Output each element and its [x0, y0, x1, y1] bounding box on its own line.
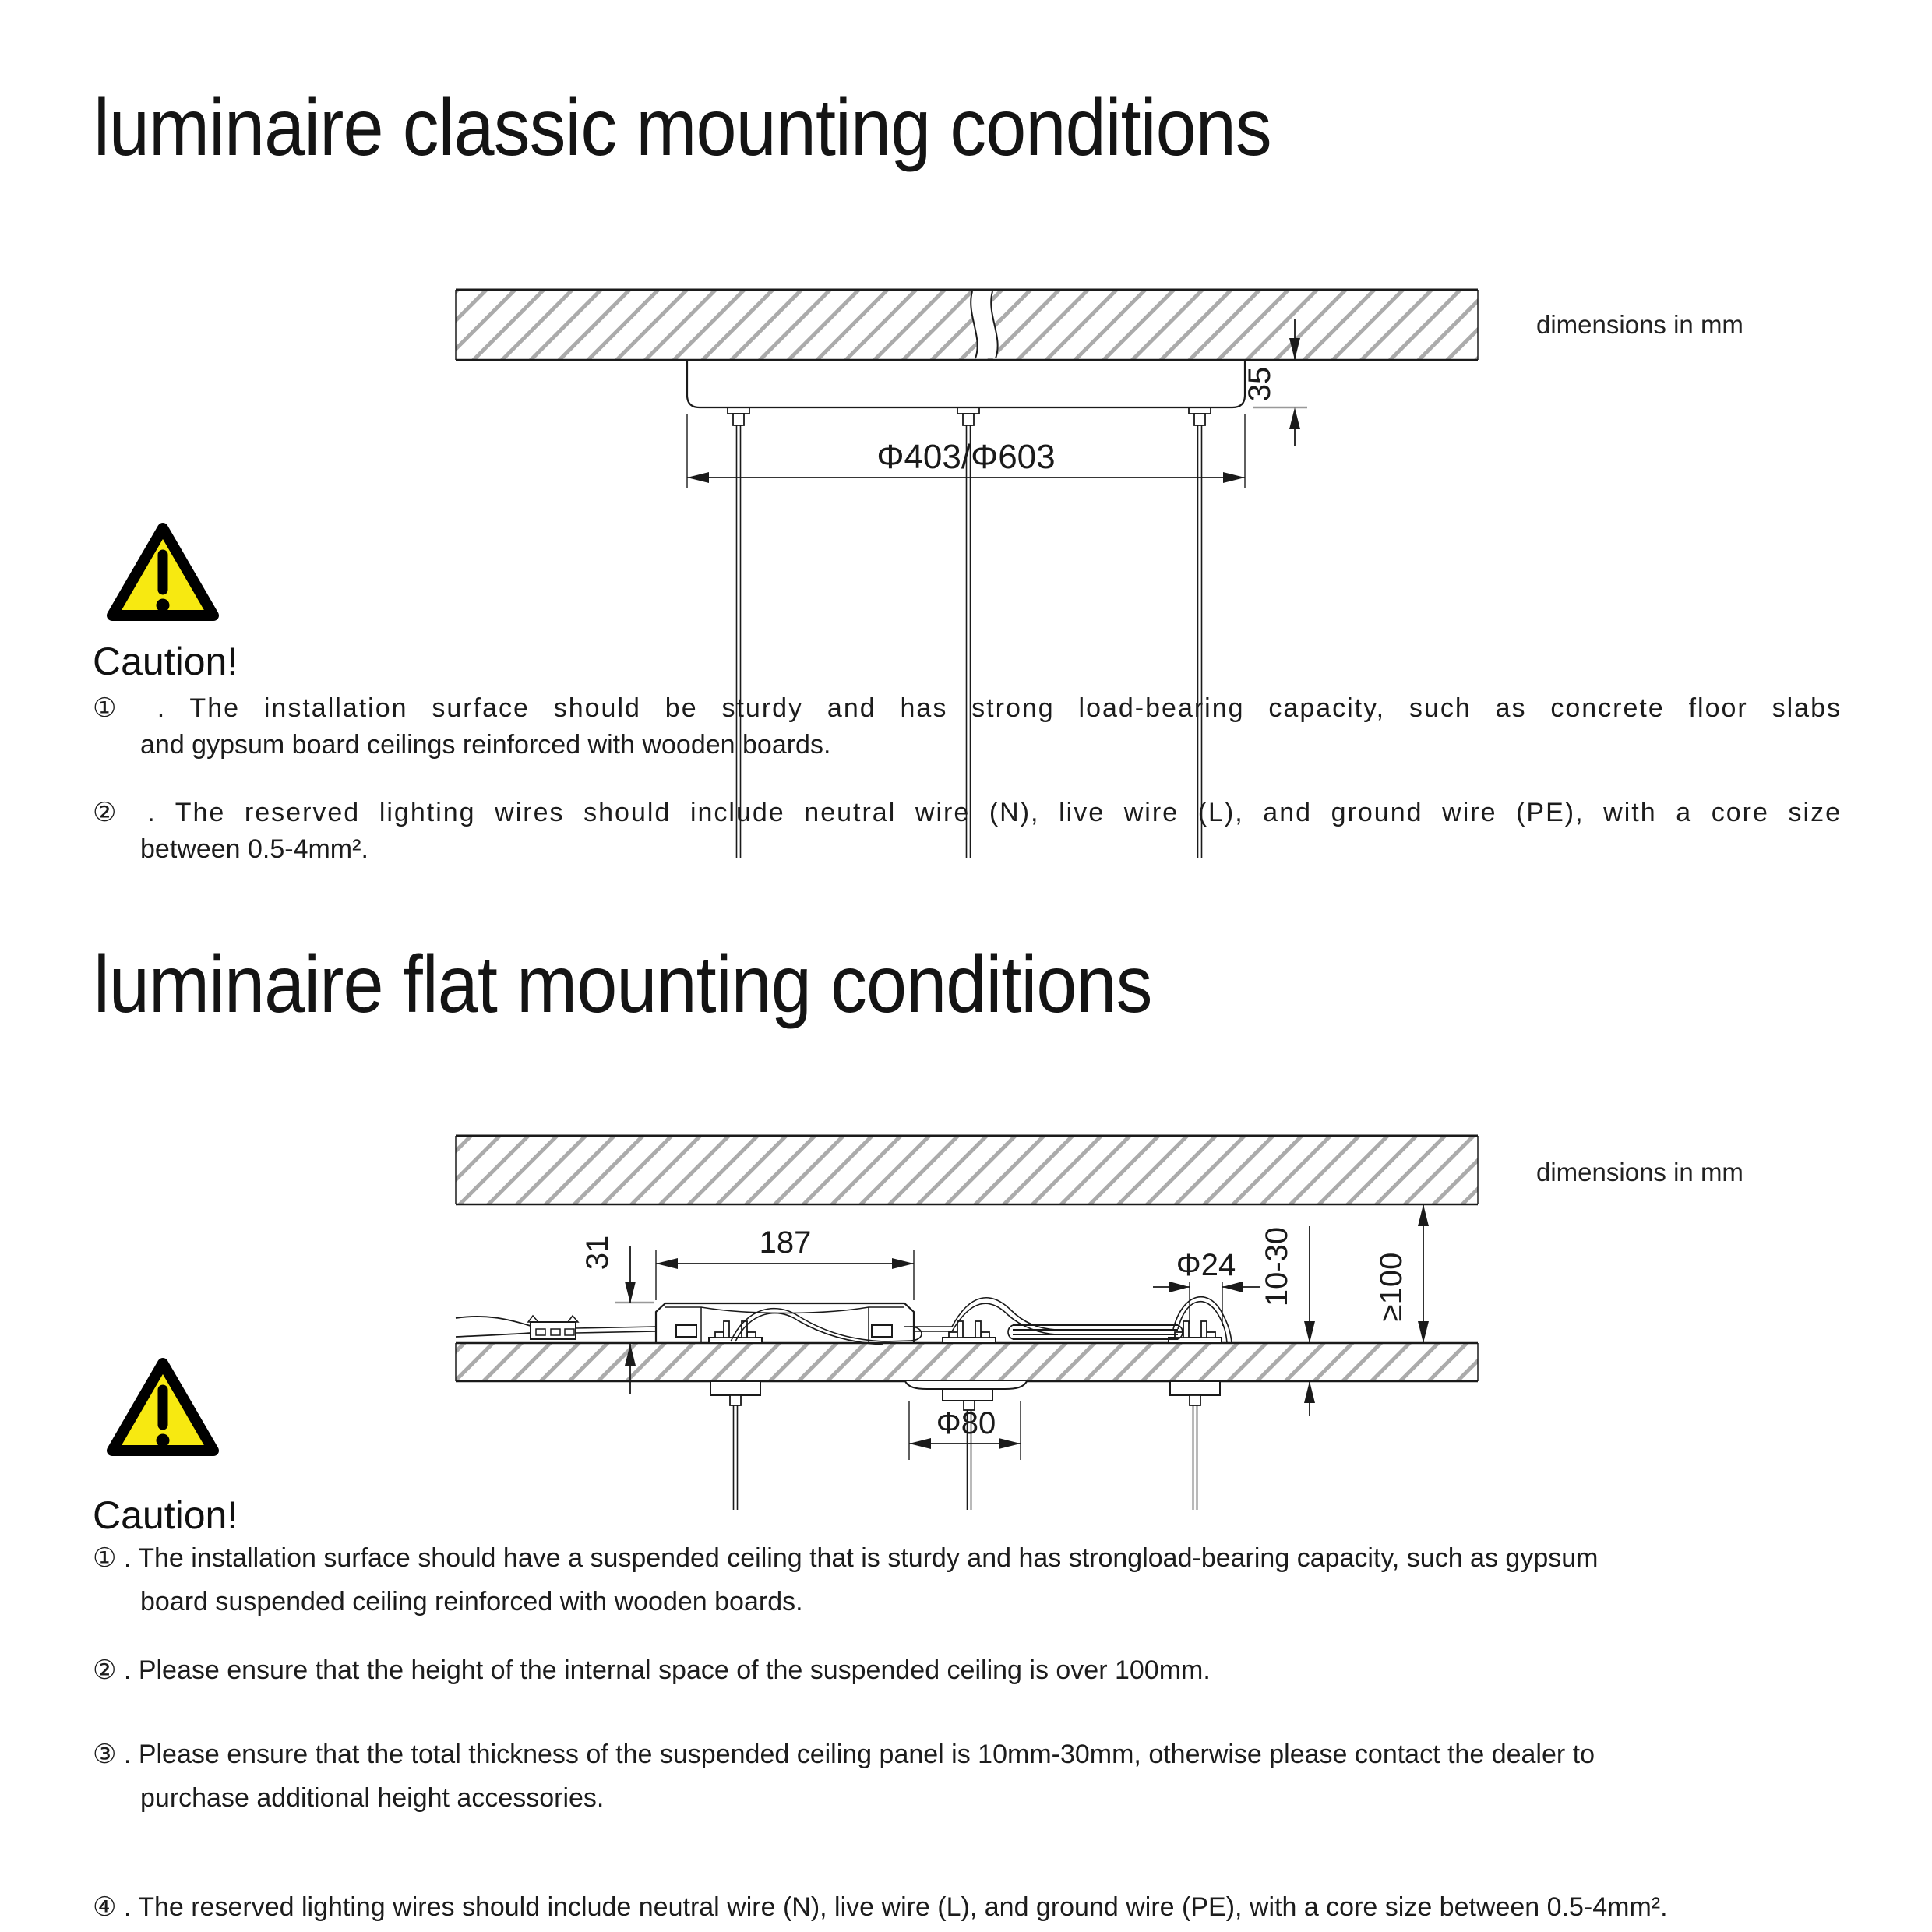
caution-line: purchase additional height accessories. — [140, 1783, 605, 1813]
warning-triangle-icon — [101, 517, 224, 628]
cable-coil — [1008, 1325, 1183, 1339]
classic-section-title: luminaire classic mounting conditions — [93, 83, 1271, 173]
caution-line: ② . The reserved lighting wires should include neutral wire (N), live wire (L), and ground wire (PE), with a core size — [93, 798, 1842, 827]
mains-connector — [456, 1316, 656, 1339]
caution-line: ③ . Please ensure that the total thickness of the suspended ceiling panel is 10mm-30mm, otherwise please contact the dealer to — [93, 1740, 1595, 1769]
cavity-height-dimension — [1374, 1204, 1429, 1343]
flat-caution-item-3 — [93, 1733, 1842, 1820]
structural-ceiling-hatch — [456, 1136, 1478, 1204]
flat-caution-heading: Caution! — [93, 1493, 238, 1537]
driver-width-dimension — [656, 1225, 914, 1300]
suspended-ceiling-panel-hatch — [456, 1343, 1478, 1381]
coil-label: Φ24 — [1176, 1248, 1236, 1282]
ceiling-slab-hatch — [456, 290, 1478, 360]
classic-caution-item-2 — [93, 795, 1842, 868]
caution-line: ① . The installation surface should have a suspended ceiling that is sturdy and has strongload-bearing capacity, such as gypsum — [93, 1543, 1599, 1573]
classic-caution-item-1 — [93, 690, 1842, 763]
driver-height-label: 31 — [580, 1235, 615, 1271]
flat-caution-item-2 — [93, 1648, 1842, 1692]
caution-line: ② . Please ensure that the height of the internal space of the suspended ceiling is over 100mm. — [93, 1655, 1211, 1685]
canopy-plate — [687, 360, 1245, 407]
coil-dimension — [1153, 1248, 1260, 1326]
cavity-height-label: ≥100 — [1374, 1252, 1408, 1322]
warning-triangle-icon — [101, 1352, 224, 1463]
flat-dimensions-note: dimensions in mm — [1536, 1158, 1743, 1186]
caution-line: ① . The installation surface should be sturdy and has strong load-bearing capacity, such as concrete floor slabs — [93, 693, 1842, 723]
canopy-diameter-dimension — [909, 1401, 1021, 1460]
flat-caution-item-4 — [93, 1885, 1842, 1929]
classic-caution-heading: Caution! — [93, 640, 238, 683]
classic-dimensions-note: dimensions in mm — [1536, 310, 1743, 339]
canopy-diameter-label: Φ80 — [936, 1406, 996, 1440]
flat-caution-item-1 — [93, 1536, 1842, 1624]
panel-thickness-dimension — [1260, 1226, 1315, 1416]
driver-width-label: 187 — [759, 1225, 812, 1260]
caution-line: and gypsum board ceilings reinforced with wooden boards. — [140, 730, 831, 760]
panel-thickness-label: 10-30 — [1260, 1226, 1294, 1307]
caution-line: board suspended ceiling reinforced with wooden boards. — [140, 1587, 803, 1616]
diameter-dimension-label: Φ403/Φ603 — [876, 438, 1056, 476]
canopy-height-label: 35 — [1243, 366, 1277, 402]
caution-line: between 0.5-4mm². — [140, 834, 368, 864]
flat-section-title: luminaire flat mounting conditions — [93, 940, 1152, 1030]
classic-mounting-diagram — [436, 280, 1566, 865]
flat-mounting-diagram — [436, 1122, 1527, 1519]
caution-line: ④ . The reserved lighting wires should include neutral wire (N), live wire (L), and ground wire (PE), with a core size between 0.5-4mm². — [93, 1892, 1668, 1922]
below-panel-canopies — [710, 1381, 1220, 1510]
